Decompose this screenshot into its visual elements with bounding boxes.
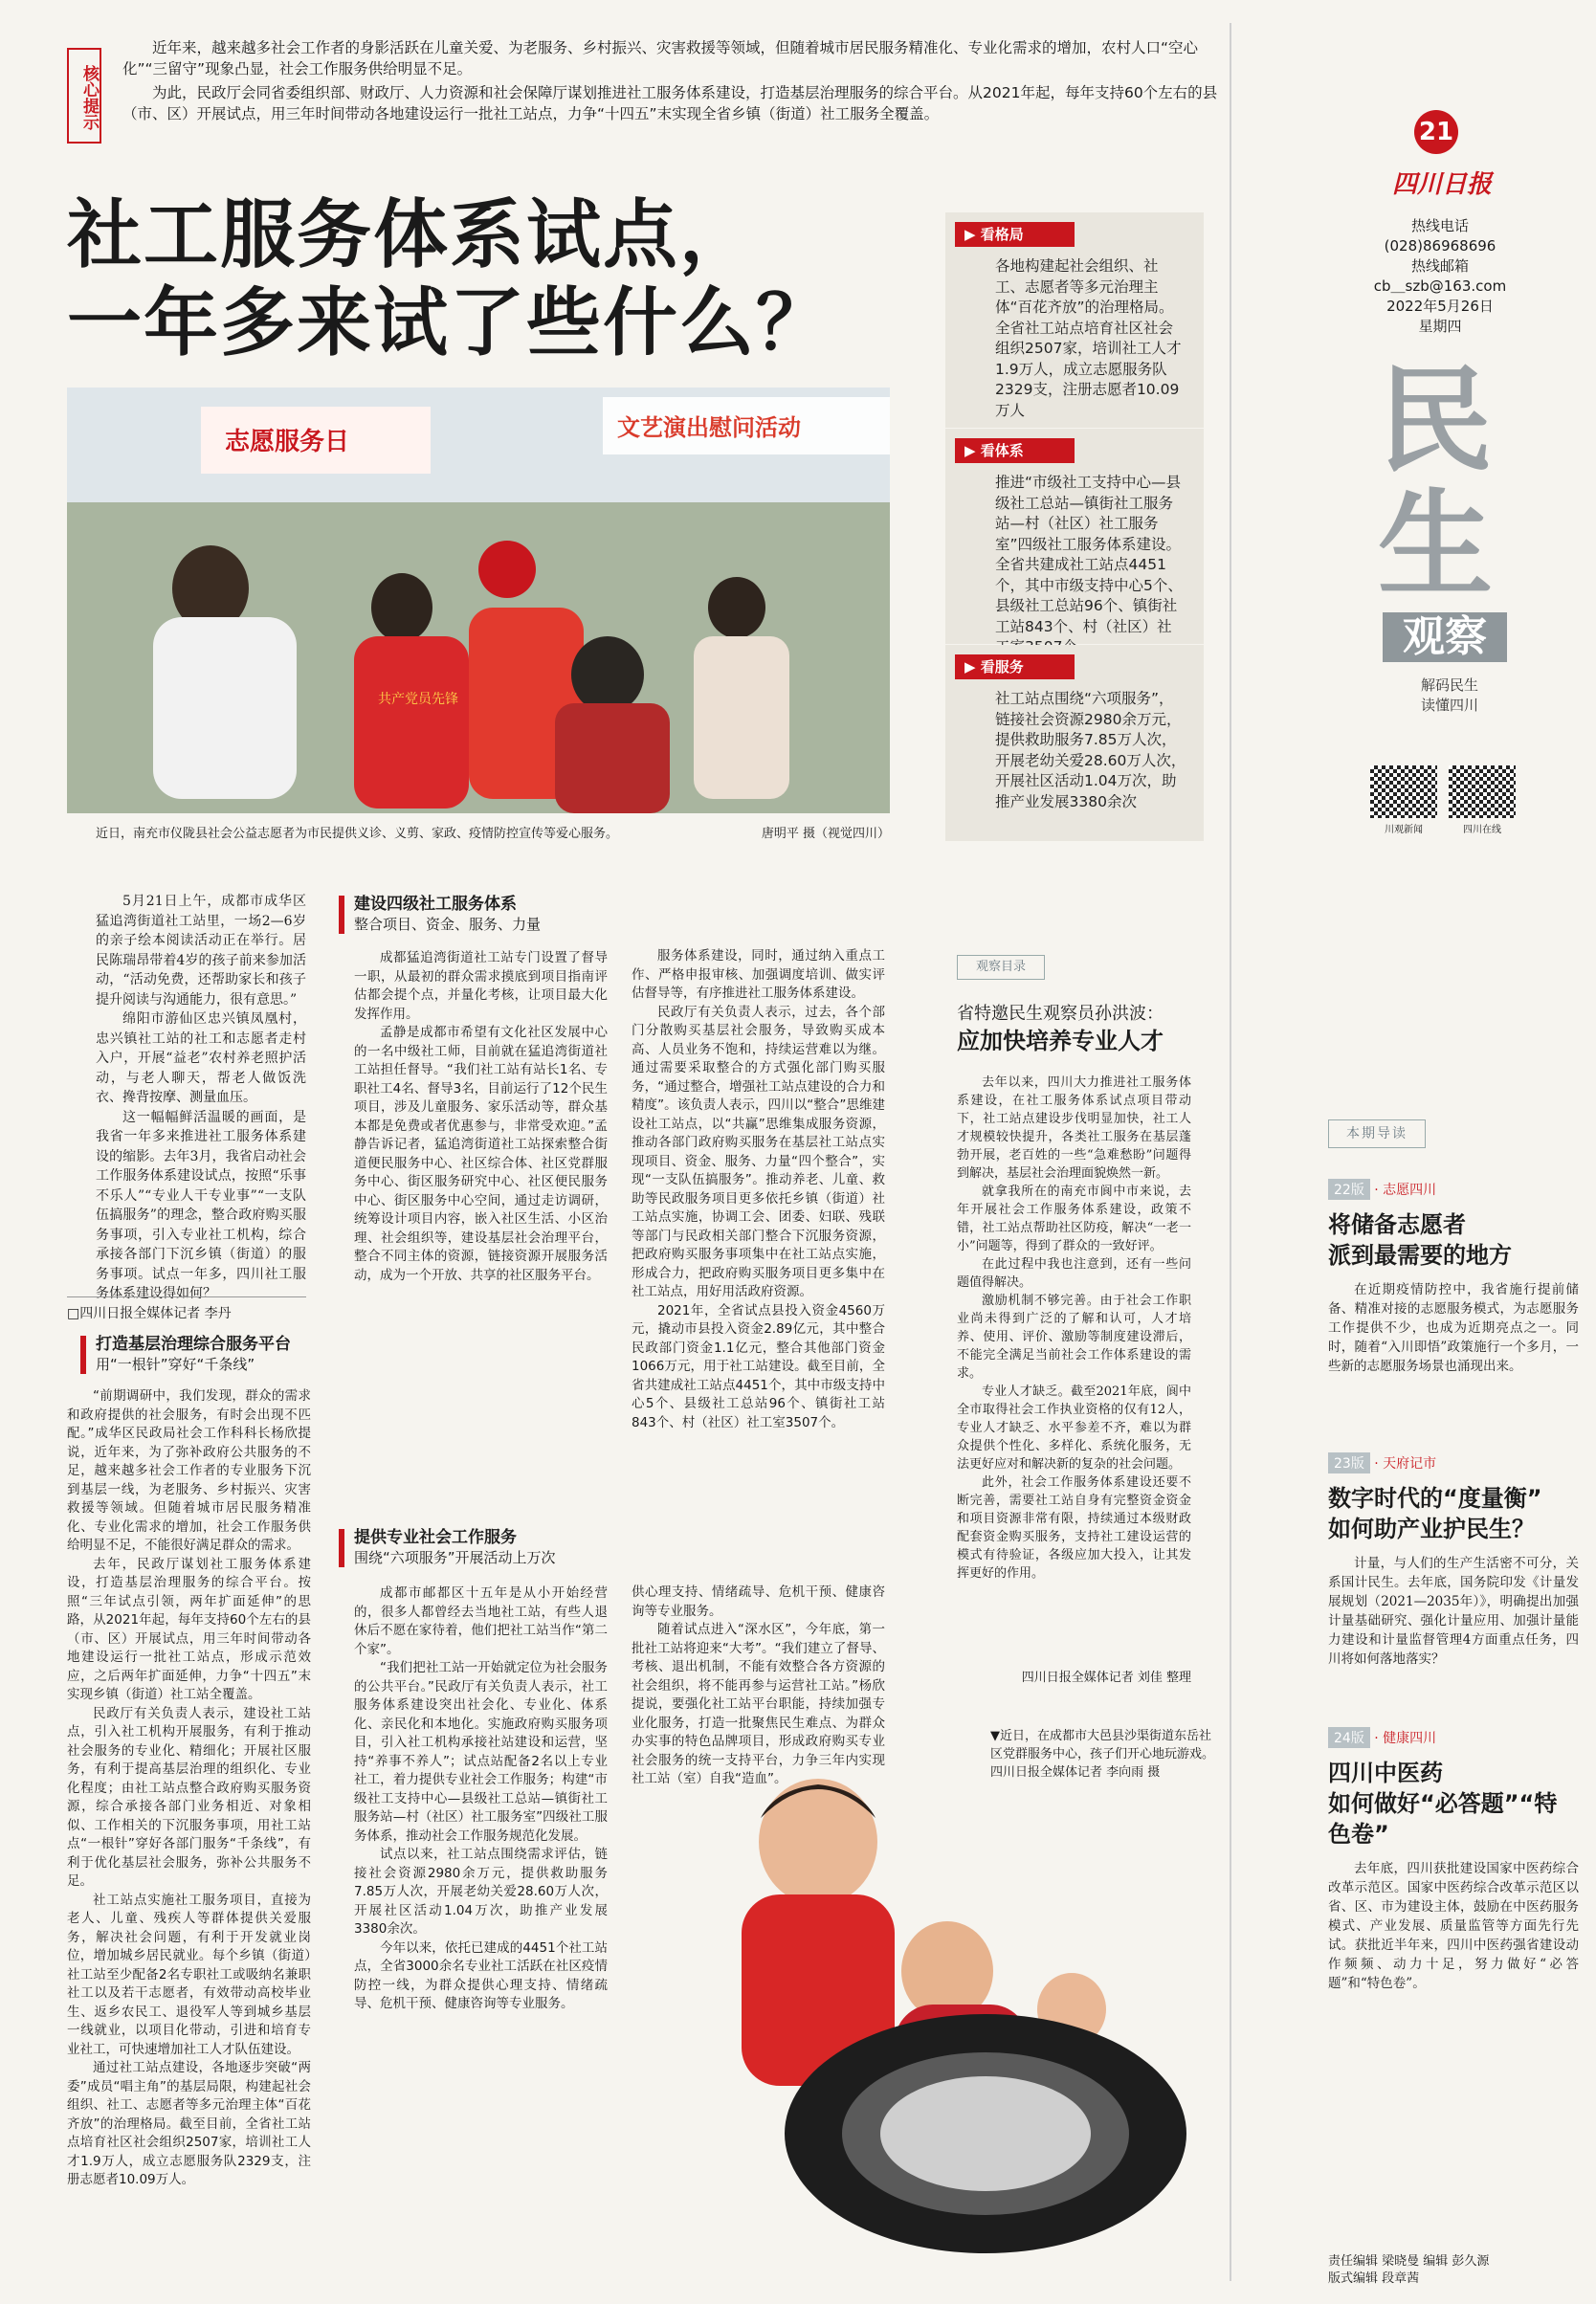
body-paragraph: 成都市邮都区十五年是从小开始经营的，很多人都曾经去当地社工站，有些人退休后不愿在家待着，他们把社工站当作“第二个家”。 xyxy=(354,1585,608,1657)
section-heading xyxy=(96,1334,316,1375)
sidebox-pattern xyxy=(945,212,1204,428)
guide-item-body: 在近期疫情防控中，我省施行提前储备、精准对接的志愿服务模式，为志愿服务工作提供不少，也成为近期亮点之一。同时，随着“入川即悟”政策施行一个多月，一些新的志愿服务场景也涌现出来。 xyxy=(1328,1282,1579,1374)
sidebox-tag: ▶ 看格局 xyxy=(955,222,1075,247)
section-heading xyxy=(354,894,603,935)
core-hint-paragraph: 近年来，越来越多社会工作者的身影活跃在儿童关爱、为老服务、乡村振兴、灾害救援等领域，但随着城市居民服务精准化、专业化需求的增加，农村人口“空心化”“三留守”现象凸显，社会工作服务供给明显不足。 xyxy=(122,39,1199,78)
section-subtitle: 用“一根针”穿好“千条线” xyxy=(96,1356,255,1373)
sidebox-text: 推进“市级社工支持中心—县级社工总站—镇街社工服务站—村（社区）社工服务室”四级社工服务体系建设。全省共建成社工站点4451个，其中市级支持中心5个、县级社工总站96个、镇街社工站843个、村（社区）社 xyxy=(995,474,1183,635)
section-subtitle: 整合项目、资金、服务、力量 xyxy=(354,916,542,933)
headline-line-1: 社工服务体系试点， xyxy=(67,192,757,278)
email-label: 热线邮箱 xyxy=(1410,257,1469,275)
editor-credits xyxy=(1328,2253,1579,2288)
lead-paragraph: 绵阳市游仙区忠兴镇凤凰村，忠兴镇社工站的社工和志愿者走村入户，开展“益老”农村养老照护活动，与老人聊天，帮老人做饭洗衣、搀背按摩、测量血压。 xyxy=(96,1011,306,1105)
commentary-byline: 四川日报全媒体记者 刘佳 整理 xyxy=(1021,1671,1191,1685)
qr-codes xyxy=(1370,765,1518,835)
column-tag: 观察目录 xyxy=(957,955,1045,980)
section-heading xyxy=(354,1527,603,1568)
page-number-badge: 21 xyxy=(1414,110,1458,154)
core-hint-badge: 核心提示 xyxy=(67,48,101,144)
guide-item-body: 去年底，四川获批建设国家中医药综合改革示范区。国家中医药综合改革示范区以省、区、市为建设主体，鼓励在中医药服务模式、产业发展、质量监管等方面先行先试。获批近半年来，四川中医药强省建设动作频频、动力十足，努力做好“必答题”和“特色卷”。 xyxy=(1328,1861,1579,1991)
body-paragraph: 民政厅有关负责人表示，过去，各个部门分散购买基层社会服务，导致购买成本高、人员业务不饱和，持续运营难以为继。通过需要采取整合的方式强化部门购买服务，“通过整合，增强社工站点建设的合力和精度”。该负责人表示，四川以“整合”思维建设社工站点，以“共赢”思维集成服务资源，推动各部门政府购买服务在基层社工站点实现项目、资金、服务、力量“四个整合”，实现“一支队伍搞服务”。推动养老、儿童、救助等民政服务项目更多依托乡镇（街道）社工站点实施，协调工会、团委、妇联、残联等部门与民政相关部门整合下沉服务资源，把政府购买服务事项集中在社工站点实施，形成合力，把政府购买服务项目更多集中在社工站点，用好用活政府资源。 xyxy=(632,1004,885,1299)
column-1-body xyxy=(67,1387,311,2272)
section-subtitle: 围绕“六项服务”开展活动上万次 xyxy=(354,1549,556,1566)
body-paragraph: “前期调研中，我们发现，群众的需求和政府提供的社会服务，有时会出现不匹配。”成华区民政局社会工作科科长杨欣提说，近年来，为了弥补政府公共服务的不足，越来越多社会工作者的专业服务下沉到基层一线，为老服务、乡村振兴、灾害救援等领域。但随着城市居民服务精准化、专业化需求的增加，社会工作服务供给明显不足，不能很好满足群众的需求。 xyxy=(67,1388,311,1553)
guide-item-title: 四川中医药 如何做好“必答题”“特色卷” xyxy=(1328,1760,1558,1848)
slogan-line: 读懂四川 xyxy=(1420,697,1478,714)
guide-item-body: 计量，与人们的生产生活密不可分，关系国计民生。去年底，国务院印发《计量发展规划（2021—2035年）》，明确提出加强计量基础研究、强化计量应用、加强计量能力建设和计量监督管理4方面重点任务，四川将如何落地落实？ xyxy=(1328,1556,1579,1667)
shirt-text: 共产党员先锋 xyxy=(378,692,458,707)
body-paragraph: 去年以来，四川大力推进社工服务体系建设，在社工服务体系试点项目带动下，社工站点建设步伐明显加快，社工人才规模较快提升，各类社工服务在基层蓬勃开展，老百姓的一些“急难愁盼”问题得到解决，基层社会治理面貌焕然一新。 xyxy=(957,1075,1191,1181)
column-3-body-top xyxy=(632,947,885,1497)
body-paragraph: 通过社工站点建设，各地逐步突破“两委”成员“唱主角”的基层局限，构建起社会组织、社工、志愿者等多元治理主体“百花齐放”的治理格局。截至目前，全省社工站点培育社区社会组织2507家，培训社工人才1.9万人，成立志愿服务队2329支，注册志愿者10.09万人。 xyxy=(67,2060,311,2187)
body-paragraph: 社工站点实施社工服务项目，直接为老人、儿童、残疾人等群体提供关爱服务，解决社会问题，有利于开发就业岗位，增加城乡居民就业。每个乡镇（街道）社工站至少配备2名专职社工或吸纳名兼职社工以及若干志愿者，有效带动高校毕业生、返乡农民工、退役军人等到城乡基层一线就业，以项目化带动，引进和培育专业社工，可快速增加社工人才队伍建设。 xyxy=(67,1892,311,2057)
body-paragraph: 在此过程中我也注意到，还有一些问题值得解决。 xyxy=(957,1257,1191,1290)
body-paragraph: 专业人才缺乏。截至2021年底，阆中全市取得社会工作执业资格的仅有12人，专业人才缺乏、水平参差不齐，难以为群众提供个性化、多样化、系统化服务，无法更好应对和解决新的复杂的社会问题。 xyxy=(957,1385,1191,1472)
guide-item[interactable] xyxy=(1328,1452,1579,1669)
byline: □四川日报全媒体记者 李丹 xyxy=(67,1296,306,1322)
guide-item-title: 数字时代的“度量衡” 如何助产业护民生？ xyxy=(1328,1485,1542,1542)
editor-line: 版式编辑 段章茜 xyxy=(1328,2271,1420,2286)
body-paragraph: “我们把社工站一开始就定位为社会服务的公共平台。”民政厅有关负责人表示，社工服务体系建设突出社会化、专业化、体系化、亲民化和本地化。实施政府购买服务项目，引入社工机构承接社站建设和运营，坚持“养事不养人”；试点站配备2名以上专业社工，着力提供专业社会工作服务；构建“市级社工支持中心—县级社工总站—镇街社工服务站—村（社区）社工服务室”四级社工服务体系，推动社会工作服务规范化发展。 xyxy=(354,1660,608,1844)
kids-photo-illustration xyxy=(670,1751,1244,2268)
guide-item-tag: 24版 · 健康四川 xyxy=(1328,1727,1579,1748)
body-paragraph: 服务体系建设，同时，通过纳入重点工作、严格申报审核、加强调度培训、做实评估督导等，有序推进社工服务体系建设。 xyxy=(632,948,885,1001)
guide-header: 本期导读 xyxy=(1328,1119,1426,1148)
guide-item-tag: 22版 · 志愿四川 xyxy=(1328,1179,1579,1200)
section-title: 提供专业社会工作服务 xyxy=(354,1528,517,1547)
commentary-title-2: 应加快培养专业人才 xyxy=(957,1028,1164,1054)
photo-credit: 唐明平 摄（视觉四川） xyxy=(761,827,890,841)
core-hint-text xyxy=(122,38,1223,124)
qr-label: 四川在线 xyxy=(1463,825,1501,835)
section-slogan xyxy=(1397,676,1502,716)
section-title: 建设四级社工服务体系 xyxy=(354,895,517,914)
kids-photo-caption xyxy=(990,1727,1220,1782)
core-hint-block xyxy=(67,38,1230,144)
body-paragraph: 2021年，全省试点县投入资金4560万元，撬动市县投入资金2.89亿元，其中整合民政部门资金1.1亿元，整合其他部门资金1066万元，用于社工站建设。截至目前，全省共建成社工站点4451个，其中市级支持中心5个、县级社工总站96个、镇街社工站843个、村（社区）社工室3507个。 xyxy=(632,1302,885,1430)
section-title: 打造基层治理综合服务平台 xyxy=(96,1335,291,1354)
issue-date: 2022年5月26日 xyxy=(1386,298,1494,315)
sidebox-tag: ▶ 看服务 xyxy=(955,654,1075,679)
body-paragraph: 随着试点进入“深水区”，今年底，第一批社工站将迎来“大考”。“我们建立了督导、考核、退出机制，不能有效整合各方资源的社会组织，将不能再参与运营社工站。”杨欣提说，要强化社工站平台职能，持续加强专业化服务，打造一批聚焦民生难点、为群众办实事的特色品牌项目，形成政府购买专业社会服务的统一支持平台，力争三年内实现社工站（室）自我“造血”。 xyxy=(632,1622,885,1786)
body-paragraph: 供心理支持、情绪疏导、危机干预、健康咨询等专业服务。 xyxy=(632,1584,885,1619)
sidebox-text: 各地构建起社会组织、社工、志愿者等多元治理主体“百花齐放”的治理格局。全省社工站点培育社区社会组织2507家，培训社工人才1.9万人，成立志愿服务队2329支，注册志愿者10.09万人 xyxy=(995,257,1182,419)
body-paragraph: 成都猛追湾街道社工站专门设置了督导一职，从最初的群众需求摸底到项目指南评估都会提个点，并量化考核，让项目最大化发挥作用。 xyxy=(354,950,608,1022)
lead-paragraph: 5月21日上午，成都市成华区猛追湾街道社工站里，一场2—6岁的亲子绘本阅读活动正在举行。居民陈瑞昂带着4岁的孩子前来参加活动，“活动免费，还帮助家长和孩子提升阅读与沟通能力，很有意思。” xyxy=(96,894,306,1008)
body-paragraph: 试点以来，社工站点围绕需求评估，链接社会资源2980余万元，提供救助服务7.85万人次，开展老幼关爱28.60万人次，开展社区活动1.04万次，助推产业发展3380余次。 xyxy=(354,1847,608,1937)
section-box-title: 观察 xyxy=(1383,612,1507,662)
issue-weekday: 星期四 xyxy=(1418,318,1462,335)
qr-code-icon[interactable] xyxy=(1449,765,1516,818)
banner-left-text: 志愿服务日 xyxy=(225,428,350,456)
body-paragraph: 去年，民政厅谋划社工服务体系建设，打造基层治理服务的综合平台。按照“三年试点引领，两年扩面延伸”的思路，从2021年起，每年支持60个左右的县（市、区）开展试点，用三年时间带动各地建设运行一批社工站点，形成示范效应，之后两年扩面延伸，力争“十四五”末实现乡镇（街道）社工站全覆盖。 xyxy=(67,1556,311,1702)
commentary-title xyxy=(957,1003,1215,1056)
contact-block xyxy=(1359,216,1521,337)
body-paragraph: 今年以来，依托已建成的4451个社工站点，全省3000余名专业社工活跃在社区疫情防控一线，为群众提供心理支持、情绪疏导、危机干预、健康咨询等专业服务。 xyxy=(354,1939,608,2011)
hotline-label: 热线电话 xyxy=(1410,217,1469,234)
body-paragraph: 民政厅有关负责人表示，建设社工站点，引入社工机构开展服务，有利于推动社会服务的专业化、精细化；开展社区服务，有利于提高基层治理的组织化、专业化程度；由社工站点整合政府购买服务资源，综合承接各部门业务相近、对象相似、工作相关的下沉服务事项，用社工站点“一根针”穿好各部门服务“千条线”，有利于优化基层社会服务，弥补公共服务不足。 xyxy=(67,1705,311,1889)
body-paragraph: 就拿我所在的南充市阆中市来说，去年开展社会工作服务体系建设，政策不错，社工站点帮助社区防疫，解决“一老一小”问题等，得到了群众的一致好评。 xyxy=(957,1185,1191,1253)
section-big-title: 民生 xyxy=(1378,353,1493,612)
kids-caption-text: ▼近日，在成都市大邑县沙渠街道东岳社区党群服务中心，孩子们开心地玩游戏。 xyxy=(990,1729,1215,1761)
qr-label: 川观新闻 xyxy=(1385,825,1423,835)
main-photo xyxy=(67,388,890,813)
main-photo-illustration xyxy=(67,388,890,813)
qr-code-icon[interactable] xyxy=(1370,765,1437,818)
sidebox-text: 社工站点围绕“六项服务”，链接社会资源2980余万元，提供救助服务7.85万人次，开展老幼关爱28.60万人次，开展社区活动1.04万次，助推产业发展3380余次 xyxy=(995,690,1186,810)
headline xyxy=(67,191,1024,367)
headline-line-2: 一年多来试了些什么？ xyxy=(67,280,833,366)
photo-caption-text: 近日，南充市仪陇县社会公益志愿者为市民提供义诊、义剪、家政、疫情防控宣传等爱心服务。 xyxy=(96,827,619,841)
sidebox-system xyxy=(945,429,1204,644)
body-paragraph: 孟静是成都市希望有文化社区发展中心的一名中级社工师，目前就在猛追湾街道社工站担任督导。“我们社工站有站长1名、专职社工4名、督导3名，目前运行了12个民生项目，涉及儿童服务、家乐活动等，群众基本都是免费或者优惠参与，非常受欢迎。”孟静告诉记者，猛追湾街道社工站探索整合街道便民服务中心、社区综合体、社区党群服务中心、街区服务研究中心、社区便民服务中心、街区服务中心空间，通过走访调研，统筹设计项目内容，嵌入社区生活、小区治理、社会组织等，建设基层社会治理平台，整合不同主体的资源，链接资源开展服务活动，成为一个开放、共享的社区服务平台。 xyxy=(354,1025,608,1283)
paper-logo: 四川日报 xyxy=(1391,170,1492,199)
column-2-body-bottom xyxy=(354,1584,608,2273)
body-paragraph: 激励机制不够完善。由于社会工作职业尚未得到广泛的了解和认可，人才培养、使用、评价、激励等制度建设滞后，不能完全满足当前社会工作体系建设的需求。 xyxy=(957,1294,1191,1381)
core-hint-paragraph: 为此，民政厅会同省委组织部、财政厅、人力资源和社会保障厅谋划推进社工服务体系建设，打造基层治理服务的综合平台。从2021年起，每年支持60个左右的县（市、区）开展试点，用三年时间带动各地建设运行一批社工站点，力争“十四五”末实现全省乡镇（街道）社工服务全覆盖。 xyxy=(122,84,1218,122)
slogan-line: 解码民生 xyxy=(1420,676,1478,694)
kids-caption-credit: 四川日报全媒体记者 李向雨 摄 xyxy=(990,1765,1161,1780)
sidebox-tag: ▶ 看体系 xyxy=(955,438,1075,463)
banner-right-text: 文艺演出慰问活动 xyxy=(617,414,801,441)
column-2-body-top xyxy=(354,949,608,1495)
commentary-body xyxy=(957,1074,1191,1638)
commentary-title-1: 省特邀民生观察员孙洪波： xyxy=(957,1004,1164,1024)
article-lead xyxy=(96,892,306,1304)
guide-item[interactable] xyxy=(1328,1179,1579,1376)
kids-photo xyxy=(670,1751,1244,2268)
hotline-number: (028)86968696 xyxy=(1384,237,1496,255)
photo-caption xyxy=(96,823,890,841)
editor-line: 责任编辑 梁晓曼 编辑 彭久源 xyxy=(1328,2254,1490,2269)
email-address: cb＿szb@163.com xyxy=(1373,277,1507,295)
body-paragraph: 此外，社会工作服务体系建设还要不断完善，需要社工站自身有完整资金资金和项目资源非常有限，持续通过本级财政配套资金购买服务，支持社工建设运营的模式有待验证，各级应加大投入，让其发挥更好的作用。 xyxy=(957,1475,1191,1581)
guide-item-title: 将储备志愿者 派到最需要的地方 xyxy=(1328,1211,1512,1269)
sidebox-service xyxy=(945,645,1204,841)
lead-paragraph: 这一幅幅鲜活温暖的画面，是我省一年多来推进社工服务体系建设的缩影。去年3月，我省启动社会工作服务体系建设试点，按照“乐事不乐人”“专业人干专业事”“一支队伍搞服务”的理念，整合政府购买服务事项，引入专业社工机构，综合承接各部门下沉乡镇（街道）的服务事项。试点一年多，四川社工服务体系建设得如何？ xyxy=(96,1109,306,1301)
guide-item-tag: 23版 · 天府记市 xyxy=(1328,1452,1579,1473)
guide-item[interactable] xyxy=(1328,1727,1579,1993)
